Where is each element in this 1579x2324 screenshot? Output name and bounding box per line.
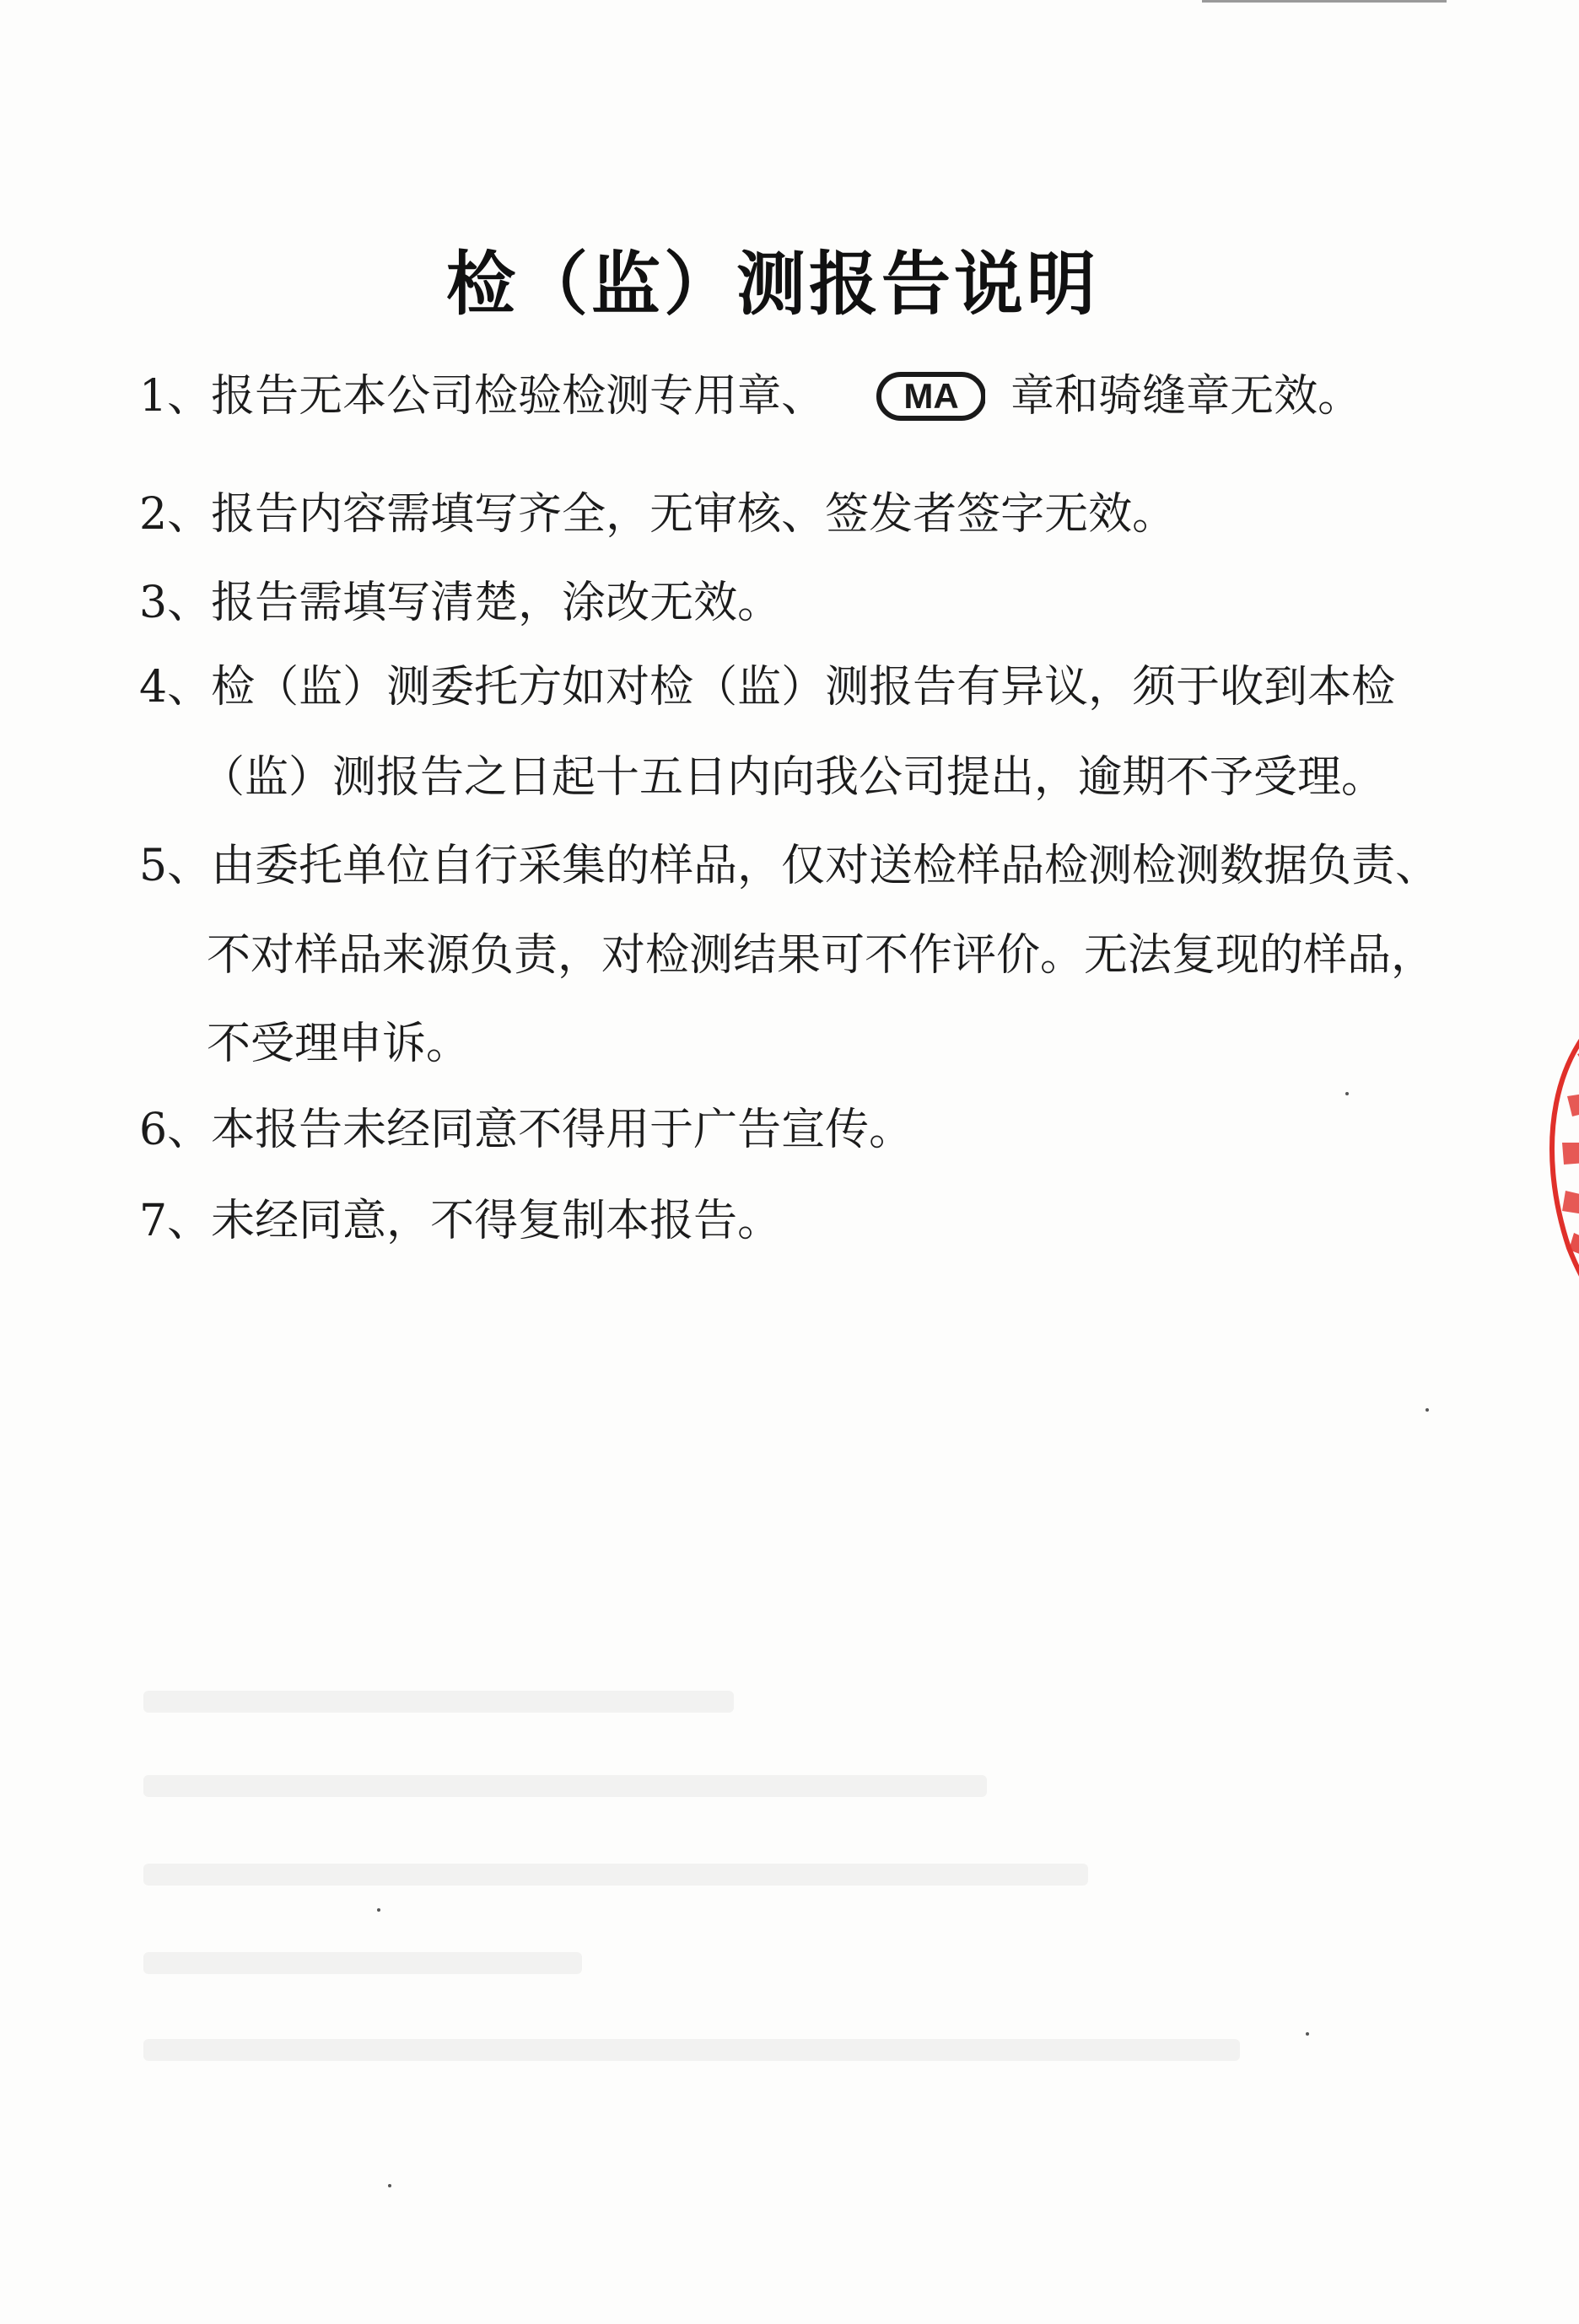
show-through-artifact xyxy=(143,1775,987,1797)
item-text: 本报告未经同意不得用于广告宣传。 xyxy=(211,1105,913,1155)
list-item-7 xyxy=(139,1196,781,1246)
item-text: 由委托单位自行采集的样品，仅对送检样品检测检测数据负责、 xyxy=(211,841,1440,891)
item-number: 4、 xyxy=(139,662,212,713)
scan-speck xyxy=(1306,2032,1309,2036)
list-item-5-continuation-1: 不对样品来源负责，对检测结果可不作评价。无法复现的样品， xyxy=(207,930,1436,981)
top-edge-rule xyxy=(1202,0,1447,3)
list-item-4 xyxy=(139,662,1395,713)
item-number: 2、 xyxy=(139,489,212,540)
show-through-artifact xyxy=(143,1691,734,1713)
list-item-5 xyxy=(139,841,1439,891)
item-text: 报告无本公司检验检测专用章、 xyxy=(211,371,826,422)
show-through-artifact xyxy=(143,1952,582,1974)
svg-text:MA: MA xyxy=(903,375,959,416)
list-item-1 xyxy=(139,371,1361,427)
item-number: 1、 xyxy=(139,371,212,422)
item-text: 检（监）测委托方如对检（监）测报告有异议，须于收到本检 xyxy=(211,662,1396,713)
item-number: 3、 xyxy=(139,578,212,628)
list-item-6 xyxy=(139,1105,913,1155)
scan-speck xyxy=(1425,1408,1429,1412)
red-seal-stamp-icon xyxy=(1518,995,1579,1299)
item-text-after-mark: 章和骑缝章无效。 xyxy=(1010,371,1362,422)
item-text: 未经同意，不得复制本报告。 xyxy=(211,1196,782,1246)
cma-mark-icon xyxy=(876,369,985,423)
item-number: 5、 xyxy=(139,841,212,891)
list-item-4-continuation: （监）测报告之日起十五日内向我公司提出，逾期不予受理。 xyxy=(201,752,1386,803)
show-through-artifact xyxy=(143,1864,1088,1886)
show-through-artifact xyxy=(143,2039,1240,2061)
page-title: 检（监）测报告说明 xyxy=(445,244,1099,325)
list-item-3 xyxy=(139,578,781,628)
scan-speck xyxy=(388,2184,391,2187)
item-number: 6、 xyxy=(139,1105,212,1155)
scan-speck xyxy=(1345,1092,1349,1095)
scan-speck xyxy=(377,1908,380,1912)
item-number: 7、 xyxy=(139,1196,212,1246)
item-text: 报告需填写清楚，涂改无效。 xyxy=(211,578,782,628)
item-text: 报告内容需填写齐全，无审核、签发者签字无效。 xyxy=(211,489,1177,540)
list-item-2 xyxy=(139,489,1176,540)
list-item-5-continuation-2: 不受理申诉。 xyxy=(207,1019,471,1069)
